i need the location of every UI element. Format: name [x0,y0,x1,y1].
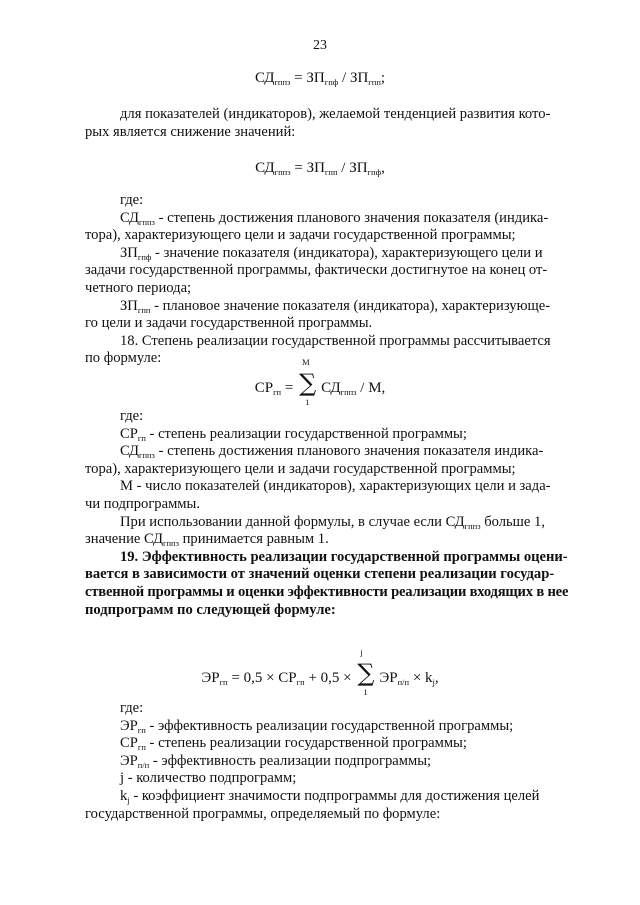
definition-er-pp: $ЭР_{п/п}$ - эффективность реализации подпрограммы; [120,752,432,770]
page-number: 23 [313,38,327,53]
formula-achievement-increase: $СД_{гппз} = ЗП_{гпф} / ЗП_{гпп}$; [254,70,386,87]
definitions-block-3: где: $ЭР_{гп}$ - эффективность реализации государственной программы; $СР_{гп}$ - степень реализации государственной программы; $ЭР_{п/п}$ - эффективность реализации подпрограммы; j - количество подпрограмм; $k_j$ - коэффициент значимости подпрограммы для достижения целей государственной программы, определяемый по формуле: [85,700,568,823]
definition-m: М - число показателей (индикаторов), характеризующих цели и зада- [120,478,551,495]
paragraph-18: 18. Степень реализации государственной программы рассчитывается [120,332,551,349]
definition-sr: $СР_{гп}$ - степень реализации государственной программы; [120,425,467,443]
paragraph-decrease-indicators: для показателей (индикаторов), желаемой тенденцией развития кото- рых является снижение значений: [85,106,551,140]
definitions-block-1: где: $СД_{гппз}$ - степень достижения планового значения показателя (индика- тора), характеризующего цели и задачи государственной программы; $ЗП_{гпф}$ - значение показателя (индикатора), характеризующего цели и задачи государственной программы, фактически достигнутое на конец от- четного периода; $ЗП_{гпп}$ - плановое значение показателя (индикатора), характеризующе- го цели и задачи государственной программы. 18. Степень реализации государственной программы рассчитывается по формуле: [85,192,568,368]
definition-sd-2: $СД_{гппз}$ - степень достижения планового значения показателя индика- [120,443,544,461]
definition-sr-2: $СР_{гп}$ - степень реализации государственной программы; [120,735,467,753]
definition-zp-fact: $ЗП_{гпф}$ - значение показателя (индикатора), характеризующего цели и [120,244,543,262]
paragraph-19: 19. Эффективность реализации государственной программы оцени- [120,548,568,565]
formula-achievement-decrease: $СД_{гппз} = ЗП_{гпп} / ЗП_{гпф}$, [255,160,385,177]
definition-sd: $СД_{гппз}$ - степень достижения планового значения показателя (индика- [120,209,549,227]
formula-program-realization: $СР_{гп}$ = М ∑ 1 $СД_{гппз}$ / М, [254,357,386,407]
where-label: где: [120,408,144,424]
paragraph-formula-usage: При использовании данной формулы, в случае если $СД_{гппз}$ больше 1, [120,513,545,531]
where-label: где: [120,700,144,716]
definitions-block-2: где: $СР_{гп}$ - степень реализации государственной программы; $СД_{гппз}$ - степень достижения планового значения показателя индика- тора), характеризующего цели и задачи государственной программы; М - число показателей (индикаторов), характеризующих цели и зада- чи подпрограммы. При использовании данной формулы, в случае если $СД_{гппз}$ больше 1, значение $СД_{гппз}$ принимается равным 1. 19. Эффективность реализации государственной программы оцени- вается в зависимости от значений оценки степени реализации государ- ственной программы и оценки эффективности реализации входящих в нее подпрограмм по следующей формуле: [85,408,569,618]
definition-kj: $k_j$ - коэффициент значимости подпрограммы для достижения целей [120,787,540,805]
definition-j: j - количество подпрограмм; [120,770,297,787]
sum-symbol: М ∑ 1 [299,357,317,407]
definition-zp-plan: $ЗП_{гпп}$ - плановое значение показателя (индикатора), характеризующе- [120,297,551,315]
definition-er: $ЭР_{гп}$ - эффективность реализации государственной программы; [120,717,514,735]
sum-symbol: j ∑ 1 [357,647,375,697]
formula-program-efficiency: $ЭР_{гп} = 0,5 \times СР_{гп} + 0,5$ × j ∑ 1 $ЭР_{п/п} \times k_j$, [201,647,439,697]
where-label: где: [120,192,144,208]
